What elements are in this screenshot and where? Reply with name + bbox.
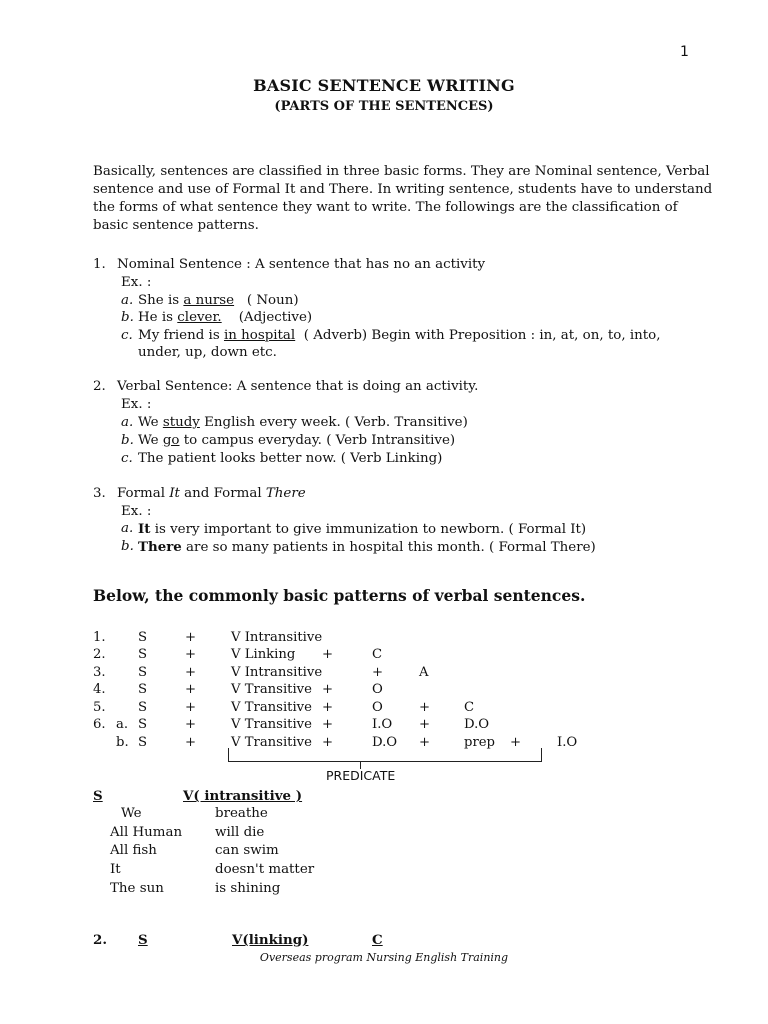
underlined-word: a nurse (183, 293, 235, 308)
example-item (138, 292, 299, 310)
example-text: (Adjective) (221, 310, 313, 325)
bold-word: It (138, 521, 151, 537)
example-continuation: under, up, down etc. (138, 345, 277, 360)
example-item (138, 309, 312, 327)
example-text: He is (138, 310, 178, 325)
pattern-number: 6. (93, 717, 106, 732)
page-number: 1 (680, 44, 689, 60)
table1-verb: breathe (215, 806, 268, 821)
example-item (138, 538, 596, 557)
page-title: BASIC SENTENCE WRITING (253, 76, 515, 95)
pattern-number: 4. (93, 682, 106, 697)
pattern-cell: S (138, 647, 148, 662)
pattern-cell: S (138, 735, 148, 750)
pattern-cell: C (372, 647, 383, 662)
heading-italic: There (265, 486, 306, 501)
bold-word: There (138, 539, 182, 555)
pattern-cell: + (322, 717, 334, 732)
pattern-cell: prep (464, 735, 495, 750)
table1-verb: can swim (215, 843, 279, 858)
table1-subject: All Human (110, 825, 183, 840)
table1-verb: doesn't matter (215, 862, 315, 877)
intro-text: Basically, sentences are classified in three basic forms. They are Nominal sentence, Verbal sentence and use of Formal It and There. In writing sentence, students have to understand the forms of what sentence they want to write. The followings are the classification of basic sentence patterns. (93, 164, 713, 233)
item-label: b. (121, 433, 134, 448)
pattern-cell: + (185, 735, 197, 750)
pattern-sub-label: b. (116, 735, 129, 750)
pattern-cell: V Linking (231, 647, 296, 662)
table1-subject: It (110, 862, 121, 877)
heading-text: and Formal (179, 486, 266, 501)
pattern-cell: + (185, 700, 197, 715)
section-3-ex: Ex. : (121, 504, 152, 519)
example-text: ( Adverb) Begin with Preposition : in, at, on, to, into, (295, 328, 661, 343)
pattern-cell: V Intransitive (231, 665, 323, 680)
item-label: a. (121, 521, 134, 536)
example-item (138, 414, 468, 432)
example-text: ( Noun) (234, 293, 299, 308)
pattern-cell: + (185, 665, 197, 680)
pattern-cell: S (138, 717, 148, 732)
pattern-cell: + (372, 665, 384, 680)
pattern-cell: + (419, 700, 431, 715)
patterns-heading: Below, the commonly basic patterns of verbal sentences. (93, 586, 586, 605)
pattern-cell: + (419, 735, 431, 750)
example-item (138, 327, 660, 345)
heading-italic: It (169, 486, 180, 501)
pattern-cell: + (322, 647, 334, 662)
pattern-cell: C (464, 700, 475, 715)
table1-header-s: S (93, 788, 103, 804)
pattern-cell: + (185, 717, 197, 732)
example-text: We (138, 433, 163, 448)
page-subtitle: (PARTS OF THE SENTENCES) (274, 99, 494, 114)
pattern-cell: V Transitive (231, 735, 312, 750)
pattern-cell: + (185, 647, 197, 662)
section-2-number: 2. (93, 379, 106, 394)
example-text: She is (138, 293, 184, 308)
table1-verb: is shining (215, 881, 281, 896)
pattern-cell: S (138, 700, 148, 715)
underlined-word: in hospital (223, 328, 296, 343)
item-label: b. (121, 310, 134, 325)
pattern-cell: I.O (372, 717, 393, 732)
pattern-cell: + (185, 630, 197, 645)
section-1-number: 1. (93, 257, 106, 272)
predicate-bracket (228, 748, 542, 762)
pattern-number: 1. (93, 630, 106, 645)
item-label: b. (121, 539, 134, 554)
pattern-cell: V Intransitive (231, 630, 323, 645)
table1-header-v: V( intransitive ) (183, 788, 303, 804)
pattern-number: 2. (93, 647, 106, 662)
pattern-cell: + (419, 717, 431, 732)
underlined-word: go (162, 433, 180, 448)
example-text: are so many patients in hospital this month. ( Formal There) (181, 540, 596, 555)
underlined-word: study (162, 415, 200, 430)
item-label: a. (121, 293, 134, 308)
example-text: My friend is (138, 328, 224, 343)
pattern-cell: V Transitive (231, 700, 312, 715)
pattern-cell: O (372, 700, 383, 715)
table2-header-v: V(linking) (232, 932, 309, 948)
section-3-heading (117, 485, 306, 503)
pattern-number: 3. (93, 665, 106, 680)
heading-text: Formal (117, 486, 170, 501)
example-text: is very important to give immunization to newborn. ( Formal It) (150, 522, 587, 537)
pattern-cell: D.O (372, 735, 398, 750)
pattern-cell: A (419, 665, 429, 680)
table2-header-s: S (138, 932, 148, 948)
underlined-word: clever. (177, 310, 222, 325)
section-1-ex: Ex. : (121, 275, 152, 290)
intro-paragraph (93, 163, 713, 235)
pattern-cell: S (138, 665, 148, 680)
pattern-number: 5. (93, 700, 106, 715)
page-footer: Overseas program Nursing English Training (259, 951, 509, 964)
item-label: c. (121, 451, 133, 466)
section-1-heading: Nominal Sentence : A sentence that has no an activity (117, 257, 486, 272)
table1-subject: The sun (110, 881, 164, 896)
pattern-cell: + (510, 735, 522, 750)
example-item (138, 520, 586, 539)
section-2-ex: Ex. : (121, 397, 152, 412)
section-3-number: 3. (93, 486, 106, 501)
pattern-cell: + (322, 682, 334, 697)
table1-subject: We (121, 806, 142, 821)
table2-number: 2. (93, 932, 107, 948)
pattern-sub-label: a. (116, 717, 129, 732)
pattern-cell: D.O (464, 717, 490, 732)
pattern-cell: + (185, 682, 197, 697)
example-text: We (138, 415, 163, 430)
pattern-cell: I.O (557, 735, 578, 750)
table1-verb: will die (215, 825, 265, 840)
pattern-cell: V Transitive (231, 717, 312, 732)
example-item (138, 432, 455, 450)
example-item: The patient looks better now. ( Verb Linking) (138, 451, 443, 466)
pattern-cell: S (138, 682, 148, 697)
predicate-label: PREDICATE (326, 768, 396, 783)
table1-subject: All fish (110, 843, 157, 858)
item-label: c. (121, 328, 133, 343)
table2-header-c: C (372, 932, 383, 948)
section-2-heading: Verbal Sentence: A sentence that is doing an activity. (117, 379, 479, 394)
item-label: a. (121, 415, 134, 430)
pattern-cell: + (322, 700, 334, 715)
pattern-cell: V Transitive (231, 682, 312, 697)
pattern-cell: S (138, 630, 148, 645)
example-text: English every week. ( Verb. Transitive) (199, 415, 468, 430)
pattern-cell: O (372, 682, 383, 697)
pattern-cell: + (322, 735, 334, 750)
example-text: to campus everyday. ( Verb Intransitive) (179, 433, 456, 448)
